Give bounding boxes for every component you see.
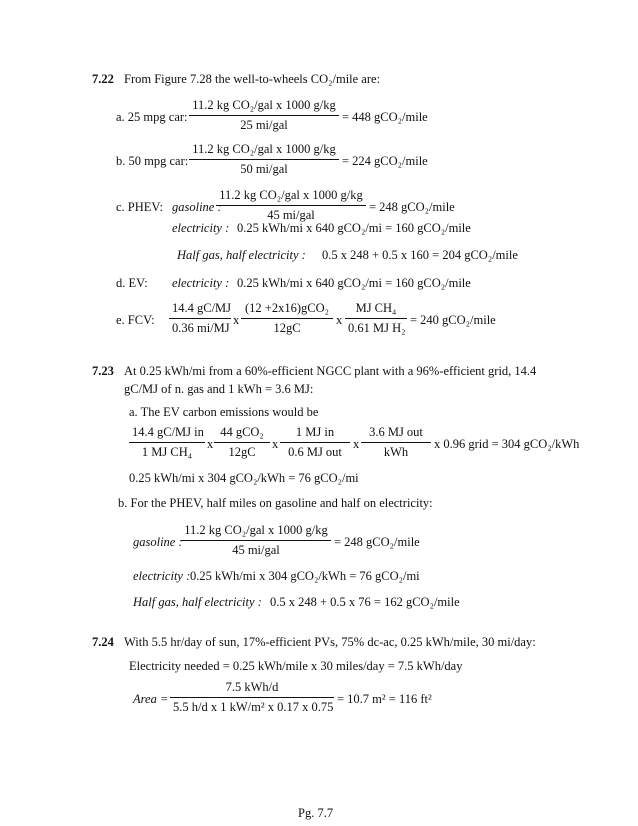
- ev-fraction-1: [129, 425, 205, 460]
- item-b-fraction: [189, 142, 339, 177]
- phev-half: 0.5 x 248 + 0.5 x 76 = 162 gCO₂/mile: [270, 595, 460, 609]
- problem-number-7-24: 7.24: [92, 635, 114, 649]
- item-7-23-b-text: b. For the PHEV, half miles on gasoline and half on electricity:: [118, 496, 433, 510]
- phev-gasoline-fraction: [181, 523, 331, 558]
- item-e-label: e. FCV:: [116, 313, 155, 327]
- problem-7-22-intro: From Figure 7.28 the well-to-wheels CO₂/mile are:: [124, 72, 381, 86]
- item-e-fraction-2-num: (12 +2x16)gCO₂: [241, 301, 333, 319]
- item-e-fraction-2: [241, 301, 333, 336]
- item-c-electricity: 0.25 kWh/mi x 640 gCO₂/mi = 160 gCO₂/mile: [237, 221, 471, 235]
- problem-7-23-intro-line-2: gC/MJ of n. gas and 1 kWh = 3.6 MJ:: [124, 382, 314, 396]
- item-b-numerator: 11.2 kg CO₂/gal x 1000 g/kg: [189, 142, 339, 160]
- item-a-numerator: 11.2 kg CO₂/gal x 1000 g/kg: [189, 98, 339, 116]
- item-e-fraction-1-den: 0.36 mi/MJ: [172, 321, 230, 335]
- item-c-electricity-label: electricity :: [172, 221, 230, 235]
- item-a-denominator: 25 mi/gal: [240, 118, 288, 132]
- item-d-label: d. EV:: [116, 276, 148, 290]
- ev-fraction-2-num: 44 gCO₂: [214, 425, 270, 443]
- item-b-result: = 224 gCO₂/mile: [342, 154, 428, 168]
- phev-electricity-label: electricity :: [133, 569, 191, 583]
- phev-gasoline-den: 45 mi/gal: [232, 543, 280, 557]
- item-c-numerator: 11.2 kg CO₂/gal x 1000 g/kg: [216, 188, 366, 206]
- item-c-label: c. PHEV:: [116, 200, 163, 214]
- ev-fraction-3-num: 1 MJ in: [280, 425, 350, 443]
- phev-gasoline-result: = 248 gCO₂/mile: [334, 535, 420, 549]
- item-c-half-label: Half gas, half electricity :: [177, 248, 306, 262]
- item-b-label: b. 50 mpg car:: [116, 154, 189, 168]
- ev-fraction-2-den: 12gC: [228, 445, 256, 459]
- item-e-fraction-2-den: 12gC: [273, 321, 301, 335]
- item-d-electricity-label: electricity :: [172, 276, 230, 290]
- ev-fraction-1-num: 14.4 gC/MJ in: [129, 425, 205, 443]
- item-a-result: = 448 gCO₂/mile: [342, 110, 428, 124]
- item-7-23-a-text: a. The EV carbon emissions would be: [129, 405, 319, 419]
- item-e-fraction-3-den: 0.61 MJ H₂: [348, 321, 406, 335]
- times-sign: x: [336, 313, 343, 327]
- area-result: = 10.7 m² = 116 ft²: [337, 692, 432, 706]
- problem-7-23-intro-line-1: At 0.25 kWh/mi from a 60%-efficient NGCC plant with a 96%-efficient grid, 14.4: [124, 364, 537, 378]
- ev-fraction-3: [280, 425, 350, 460]
- times-sign: x: [207, 437, 214, 451]
- phev-gasoline-label: gasoline :: [133, 535, 183, 549]
- item-c-gasoline-label: gasoline :: [172, 200, 222, 214]
- ev-per-mile-result: 0.25 kWh/mi x 304 gCO₂/kWh = 76 gCO₂/mi: [129, 471, 359, 485]
- item-c-fraction: [216, 188, 366, 223]
- phev-electricity: 0.25 kWh/mi x 304 gCO₂/kWh = 76 gCO₂/mi: [190, 569, 420, 583]
- ev-fraction-4-num: 3.6 MJ out: [361, 425, 431, 443]
- item-a-label: a. 25 mpg car:: [116, 110, 188, 124]
- item-e-fraction-1-num: 14.4 gC/MJ: [169, 301, 231, 319]
- item-b-denominator: 50 mi/gal: [240, 162, 288, 176]
- item-e-fraction-3-num: MJ CH₄: [345, 301, 407, 319]
- ev-fraction-3-den: 0.6 MJ out: [288, 445, 342, 459]
- item-e-result: = 240 gCO₂/mile: [410, 313, 496, 327]
- item-a-fraction: [189, 98, 339, 133]
- page-number: Pg. 7.7: [298, 806, 334, 820]
- item-e-fraction-1: [169, 301, 231, 336]
- times-sign: x: [233, 313, 240, 327]
- electricity-needed: Electricity needed = 0.25 kWh/mile x 30 miles/day = 7.5 kWh/day: [129, 659, 463, 673]
- ev-fraction-1-den: 1 MJ CH₄: [141, 445, 193, 459]
- area-numerator: 7.5 kWh/d: [170, 680, 334, 698]
- times-sign: x: [272, 437, 279, 451]
- ev-grid-result: x 0.96 grid = 304 gCO₂/kWh: [434, 437, 580, 451]
- phev-gasoline-num: 11.2 kg CO₂/gal x 1000 g/kg: [181, 523, 331, 541]
- area-fraction: [170, 680, 334, 715]
- item-c-half: 0.5 x 248 + 0.5 x 160 = 204 gCO₂/mile: [322, 248, 518, 262]
- problem-number-7-22: 7.22: [92, 72, 114, 86]
- item-c-denominator: 45 mi/gal: [267, 208, 315, 222]
- problem-number-7-23: 7.23: [92, 364, 114, 378]
- item-e-fraction-3: [345, 301, 407, 336]
- times-sign: x: [353, 437, 360, 451]
- ev-fraction-2: [214, 425, 270, 460]
- problem-7-24-intro: With 5.5 hr/day of sun, 17%-efficient PVs, 75% dc-ac, 0.25 kWh/mile, 30 mi/day:: [124, 635, 536, 649]
- ev-fraction-4-den: kWh: [383, 445, 409, 459]
- area-label: Area =: [133, 692, 169, 706]
- ev-fraction-4: [361, 425, 431, 460]
- item-c-result: = 248 gCO₂/mile: [369, 200, 455, 214]
- phev-half-label: Half gas, half electricity :: [133, 595, 262, 609]
- item-d-electricity: 0.25 kWh/mi x 640 gCO₂/mi = 160 gCO₂/mile: [237, 276, 471, 290]
- area-denominator: 5.5 h/d x 1 kW/m² x 0.17 x 0.75: [173, 700, 334, 714]
